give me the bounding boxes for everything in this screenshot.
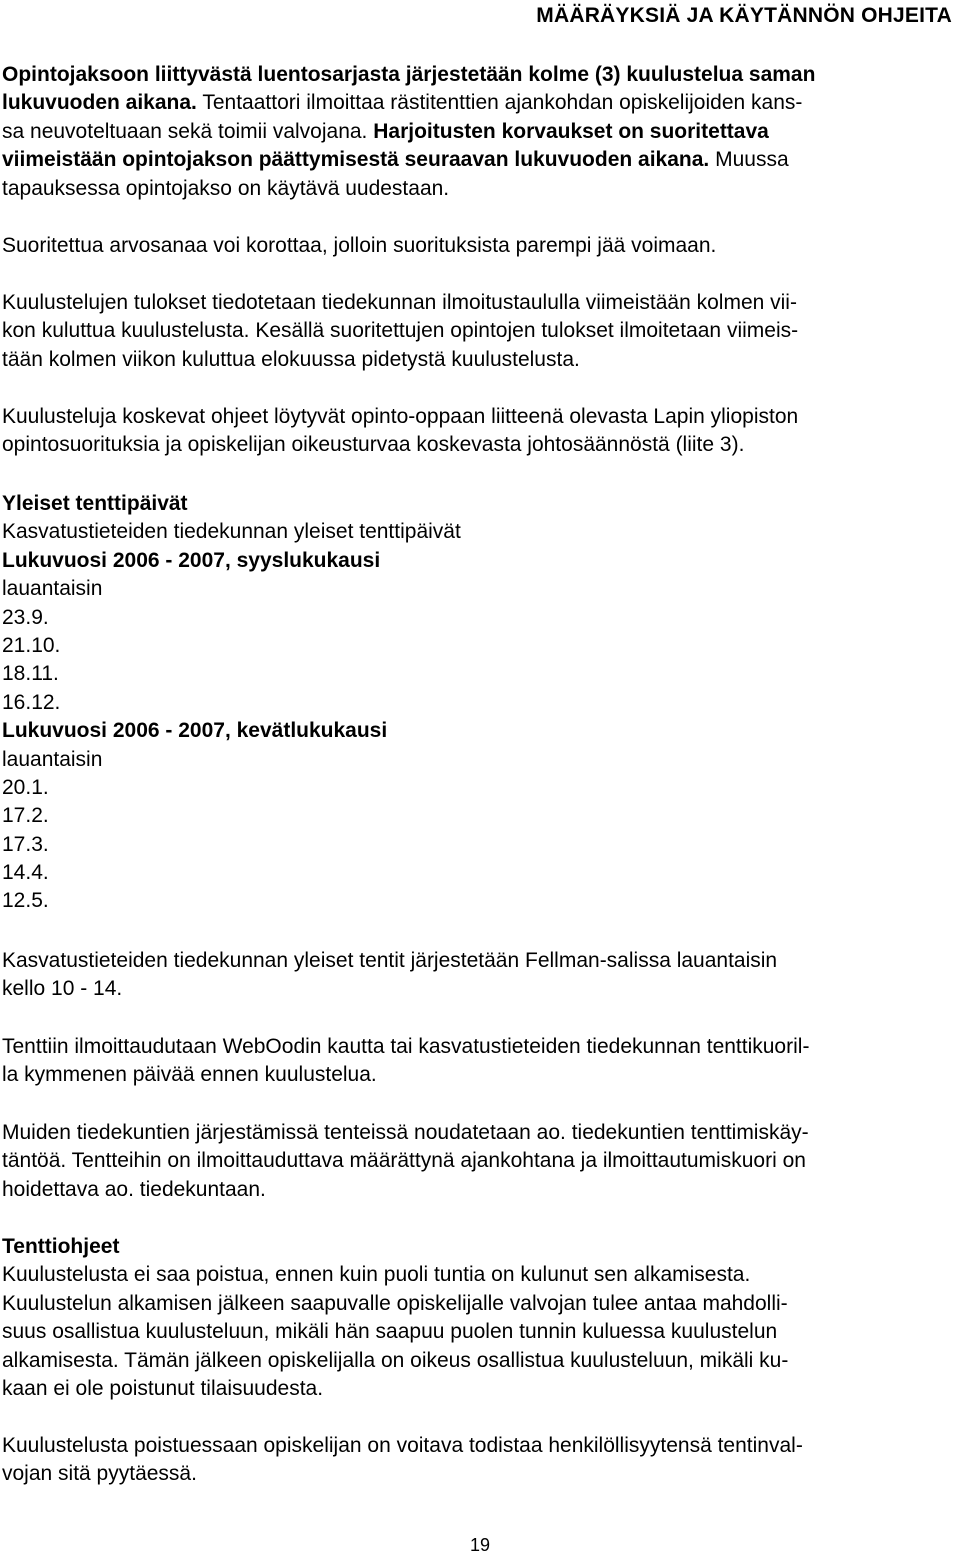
exam-date: 17.3. [2, 832, 49, 856]
text-line: Opintojaksoon liittyvästä luentosarjasta järjestetään kolme (3) kuulustelua saman [2, 63, 816, 86]
results-paragraph [2, 289, 957, 374]
identification-paragraph [2, 1432, 957, 1489]
text-line: alkamisesta. Tämän jälkeen opiskelijalla on oikeus osallistua kuulusteluun, mikäli ku- [2, 1348, 789, 1372]
text-span: viimeistään opintojakson päättymisestä seuraavan lukuvuoden aikana. [2, 148, 710, 172]
text-line: opintosuorituksia ja opiskelijan oikeusturvaa koskevasta johtosäännöstä (liite 3). [2, 433, 745, 457]
autumn-weekday: lauantaisin [2, 577, 103, 601]
text-line: Kuulustelujen tulokset tiedotetaan tiedekunnan ilmoitustaululla viimeistään kolmen vii- [2, 291, 797, 314]
text-line: tapauksessa opintojakso on käytävä uudestaan. [2, 176, 450, 200]
text-line: Kasvatustieteiden tiedekunnan yleiset tentit järjestetään Fellman-salissa lauantaisin [2, 949, 778, 972]
text-line: Kuulustelusta ei saa poistua, ennen kuin puoli tuntia on kulunut sen alkamisesta. [2, 1263, 751, 1287]
text-span: Muussa [709, 148, 789, 172]
text-line: hoidettava ao. tiedekuntaan. [2, 1177, 266, 1201]
text-span: sa neuvoteltuaan sekä toimii valvojana. [2, 119, 374, 143]
exam-date: 18.11. [2, 662, 59, 686]
text-span: lukuvuoden aikana. [2, 91, 197, 115]
text-line: Muiden tiedekuntien järjestämissä tenteissä noudatetaan ao. tiedekuntien tenttimiskäy- [2, 1121, 809, 1144]
spring-term-title: Lukuvuosi 2006 - 2007, kevätlukukausi [2, 719, 388, 743]
autumn-term-title: Lukuvuosi 2006 - 2007, syyslukukausi [2, 548, 381, 572]
text-line: Tenttiin ilmoittaudutaan WebOodin kautta tai kasvatustieteiden tiedekunnan tenttikuoril- [2, 1035, 810, 1058]
exam-date: 14.4. [2, 861, 49, 885]
text-line: kello 10 - 14. [2, 977, 123, 1001]
exam-date: 16.12. [2, 690, 61, 714]
exam-date: 17.2. [2, 804, 49, 828]
grade-improvement-paragraph [2, 232, 957, 260]
exam-instructions-section [2, 1233, 957, 1403]
text-line: Kuulusteluja koskevat ohjeet löytyvät opinto-oppaan liitteenä olevasta Lapin yliopiston [2, 405, 799, 428]
text-line: kaan ei ole poistunut tilaisuudesta. [2, 1376, 324, 1400]
registration-paragraph [2, 1033, 957, 1090]
exam-date: 23.9. [2, 605, 49, 629]
text-line: tään kolmen viikon kuluttua elokuussa pidetystä kuulustelusta. [2, 347, 580, 371]
text-line: la kymmenen päivää ennen kuulustelua. [2, 1063, 377, 1087]
text-line: Kuulustelusta poistuessaan opiskelijan on voitava todistaa henkilöllisyytensä tentinval- [2, 1434, 803, 1457]
page-header-title: MÄÄRÄYKSIÄ JA KÄYTÄNNÖN OHJEITA [536, 4, 952, 27]
text-span: Tentaattori ilmoittaa rästitenttien ajankohdan opiskelijoiden kans- [196, 91, 803, 115]
spring-weekday: lauantaisin [2, 747, 103, 771]
intro-paragraph [2, 61, 957, 203]
section-subheading: Kasvatustieteiden tiedekunnan yleiset tenttipäivät [2, 520, 461, 544]
exam-date: 20.1. [2, 775, 49, 799]
exam-date: 21.10. [2, 633, 61, 657]
text-span: Harjoitusten korvaukset on suoritettava [373, 119, 769, 143]
text-line: täntöä. Tentteihin on ilmoittauduttava määrättynä ajankohtana ja ilmoittautumiskuori on [2, 1149, 806, 1173]
page-number: 19 [470, 1535, 491, 1555]
venue-paragraph [2, 947, 957, 1004]
guidelines-paragraph [2, 403, 957, 460]
exam-date: 12.5. [2, 889, 49, 913]
section-heading: Yleiset tenttipäivät [2, 492, 188, 515]
text-line: suus osallistua kuulusteluun, mikäli hän saapuu puolen tunnin kuluessa kuulustelun [2, 1320, 778, 1344]
text-line: Suoritettua arvosanaa voi korottaa, jolloin suorituksista parempi jää voimaan. [2, 234, 717, 257]
section-heading: Tenttiohjeet [2, 1235, 120, 1258]
text-line: Kuulustelun alkamisen jälkeen saapuvalle opiskelijalle valvojan tulee antaa mahdolli- [2, 1291, 788, 1315]
exam-dates-section [2, 490, 957, 916]
other-faculties-paragraph [2, 1119, 957, 1204]
text-line: vojan sitä pyytäessä. [2, 1462, 197, 1486]
text-line: kon kuluttua kuulustelusta. Kesällä suoritettujen opintojen tulokset ilmoitetaan viimeis- [2, 319, 799, 343]
